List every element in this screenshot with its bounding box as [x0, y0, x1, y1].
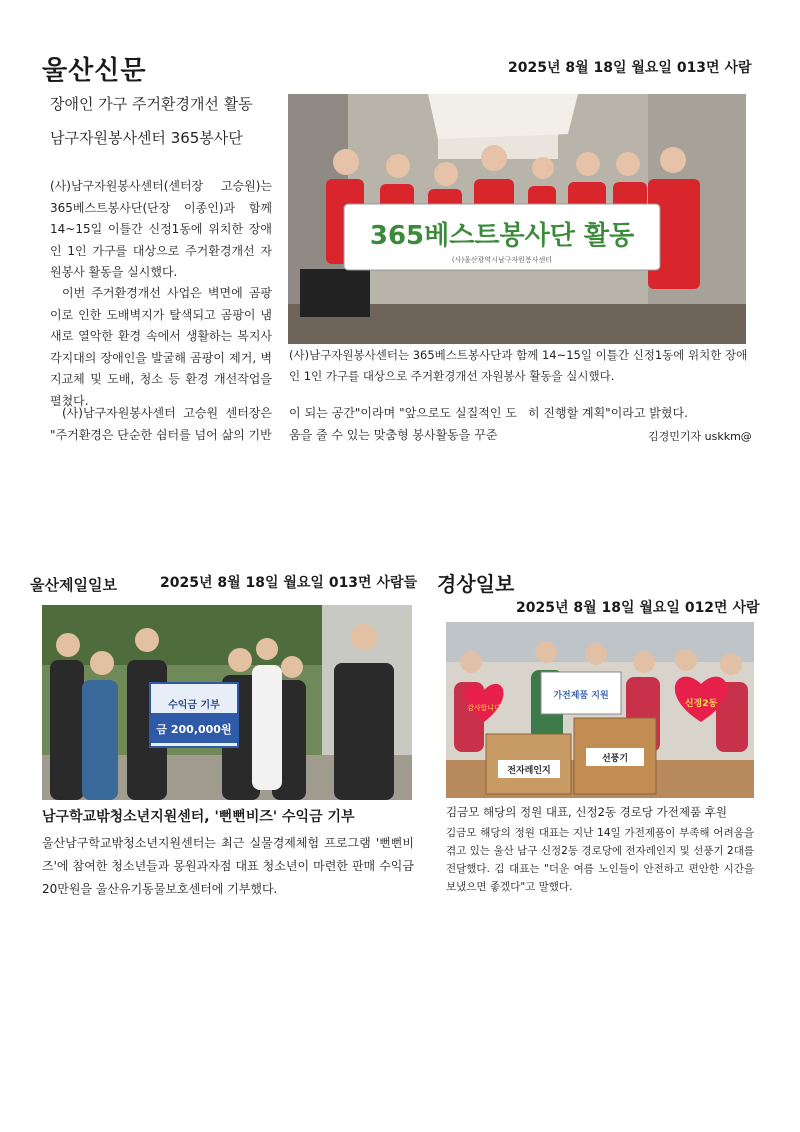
article1-para3-col3: 히 진행할 계획"이라고 밝혔다.: [528, 406, 688, 420]
dateline-article3: 2025년 8월 18일 월요일 012면 사람: [516, 600, 760, 616]
article1-para3-col1: (사)남구자원봉사센터 고승원 센터장은 "주거환경은 단순한 쉼터를 넘어 삶의 기반: [50, 406, 272, 442]
article1-para2: 이번 주거환경개선 사업은 벽면에 곰팡이로 인한 도배벽지가 탈색되고 곰팡이 냄새로 열악한 환경 속에서 생활하는 복지사각지대의 장애인을 발굴해 곰팡이 제거, 벽지교체 및 도배, 청소 등 환경 개선작업을 펼쳤다.: [50, 286, 272, 408]
sign-line1: 수익금 기부: [168, 700, 220, 711]
box2-label: 선풍기: [601, 754, 629, 764]
dateline-article1: 2025년 8월 18일 월요일 013면 사람: [508, 60, 752, 76]
headline-article1: 장애인 가구 주거환경개선 활동: [50, 95, 253, 113]
banner-text: 365베스트봉사단 활동: [369, 221, 635, 251]
photo-appliance-donation: [446, 622, 754, 798]
masthead-ulsan-jeil: 울산제일일보: [30, 576, 117, 594]
masthead-ulsan-shinmun: 울산신문: [42, 56, 147, 86]
byline-article1: 김경민기자 uskkm@: [648, 430, 752, 443]
photo-volunteers: [288, 94, 746, 344]
banner-small-text: (사)울산광역시남구자원봉사센터: [451, 256, 553, 264]
heart-right-text: 신정2동: [684, 699, 718, 709]
sign-label: 가전제품 지원: [553, 691, 609, 701]
body-article2: 울산남구학교밖청소년지원센터는 최근 실물경제체험 프로그램 '뻔뻔비즈'에 참여한 청소년들과 몽원과자점 대표 청소년이 마련한 판매 수익금 20만원을 울산유기동물보호센터에 기부했다.: [42, 836, 414, 896]
body-article3: 김금모 해당의 정원 대표는 지난 14일 가전제품이 부족해 어려움을 겪고 있는 울산 남구 신정2동 경로당에 전자레인지 및 선풍기 2대를 전달했다. 김 대표는 "더운 여름 노인들이 안전하고 편안한 시간을 보냈으면 좋겠다"고 말했다.: [446, 827, 754, 893]
article1-para1: (사)남구자원봉사센터(센터장 고승원)는 365베스트봉사단(단장 이종인)과 함께 14~15일 이틀간 신정1동에 위치한 장애인 1인 가구를 대상으로 주거환경개선 자원봉사 활동을 실시했다.: [50, 179, 272, 279]
sign-line2: 금 200,000원: [156, 723, 232, 736]
heart-left-text: 감사합니다: [467, 704, 501, 712]
article1-para3-col2: 이 되는 공간"이라며 "앞으로도 실질적인 도움을 줄 수 있는 맞춤형 봉사활동을 꾸준: [289, 406, 517, 442]
subhead-article1: 남구자원봉사센터 365봉사단: [50, 129, 243, 147]
masthead-gyeongsang: 경상일보: [437, 572, 515, 596]
dateline-article2: 2025년 8월 18일 월요일 013면 사람들: [160, 575, 418, 591]
photo-donation: [42, 605, 412, 800]
headline-article2: 남구학교밖청소년지원센터, '뻔뻔비즈' 수익금 기부: [42, 809, 355, 825]
box1-label: 전자레인지: [507, 766, 551, 776]
photo-caption-article1: (사)남구자원봉사센터는 365베스트봉사단과 함께 14~15일 이틀간 신정1동에 위치한 장애인 1인 가구를 대상으로 주거환경개선 자원봉사 활동을 실시했다.: [289, 348, 748, 383]
headline-article3: 김금모 해당의 정원 대표, 신정2동 경로당 가전제품 후원: [446, 805, 727, 819]
